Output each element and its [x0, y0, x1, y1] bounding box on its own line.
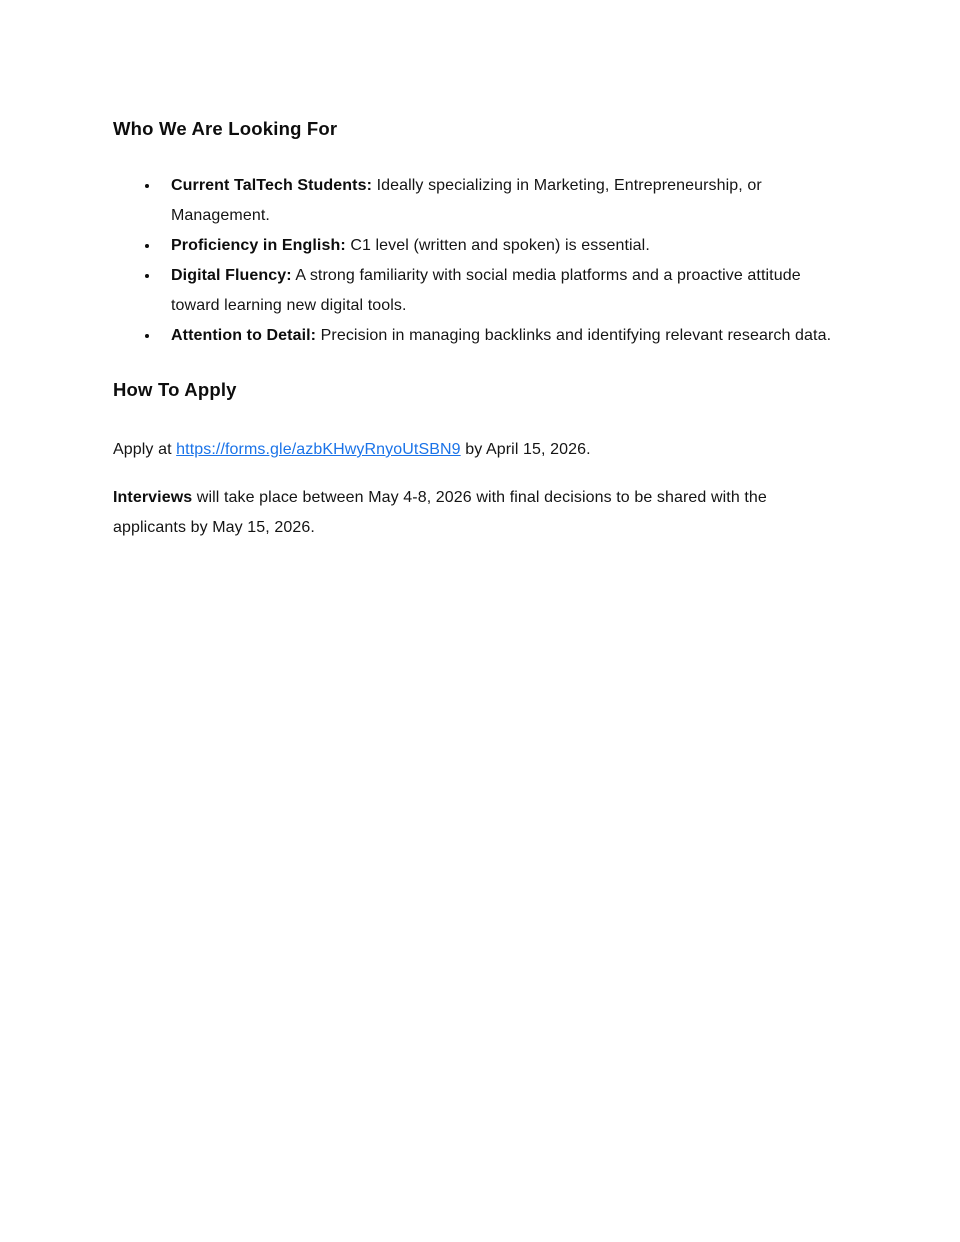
- bullet-attention-to-detail: [160, 321, 847, 351]
- section-heading-who-we-are-looking-for: Who We Are Looking For: [113, 118, 338, 139]
- interviews-text: will take place between May 4-8, 2026 with final decisions to be shared with the applicants by May 15, 2026.: [113, 489, 767, 536]
- section-heading-how-to-apply: How To Apply: [113, 379, 237, 400]
- bullet-label: Attention to Detail:: [171, 327, 317, 344]
- bullet-label: Digital Fluency:: [171, 267, 292, 284]
- bullet-text: Ideally specializing in Marketing, Entrepreneurship, or Management.: [171, 177, 762, 224]
- bullet-current-taltech-students: [160, 171, 847, 231]
- bullet-proficiency-in-english: [160, 231, 847, 261]
- bullet-text: A strong familiarity with social media platforms and a proactive attitude toward learning new digital tools.: [171, 267, 801, 314]
- application-form-link[interactable]: https://forms.gle/azbKHwyRnyoUtSBN9: [176, 441, 461, 458]
- requirements-bullet-list: [113, 171, 847, 351]
- bullet-label: Current TalTech Students:: [171, 177, 373, 194]
- interviews-paragraph: [113, 483, 833, 543]
- apply-suffix-text: by April 15, 2026.: [460, 441, 591, 458]
- document-content: [0, 0, 960, 543]
- bullet-digital-fluency: [160, 261, 847, 321]
- bullet-text: Precision in managing backlinks and identifying relevant research data.: [316, 327, 832, 344]
- apply-prefix-text: Apply at: [113, 441, 177, 458]
- interviews-label: Interviews: [113, 489, 193, 506]
- apply-paragraph: [113, 435, 847, 465]
- bullet-text: C1 level (written and spoken) is essential.: [345, 237, 650, 254]
- bullet-label: Proficiency in English:: [171, 237, 346, 254]
